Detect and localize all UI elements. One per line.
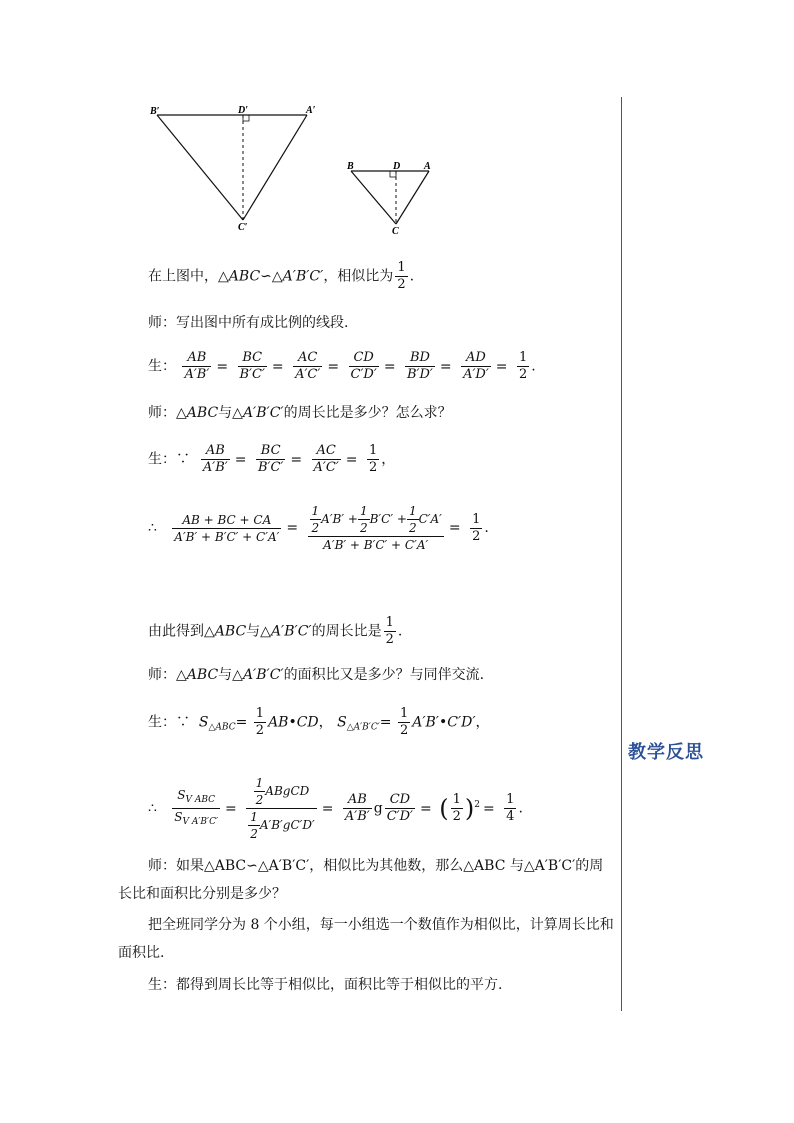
perimeter-ratio-derivation: ∴ $\frac{AB + BC + CA}{A'B' + B'C' + C'A'}$ = $\frac{1}{2}$ A′B′ + $\frac{1}{2}$ B′C′ + $\frac{1}{2}$ C′A′ A′B′ + B′C′ + C′A′ = $\frac{1}{2}$ . (148, 504, 489, 552)
label-B1: B′ (150, 106, 160, 117)
perimeter-ratio-conclusion: 由此得到△ABC与△A′B′C′的周长比是 $\frac{1}{2}$ . (148, 615, 403, 647)
label-C: C (392, 226, 399, 237)
label-B: B (347, 161, 354, 172)
label-D1: D′ (238, 105, 249, 116)
similarity-statement: 在上图中，△ABC∽△A′B′C′，相似比为 $\frac{1}{2}$ . (148, 260, 415, 292)
student-conclusion: 生：都得到周长比等于相似比，面积比等于相似比的平方. (148, 977, 503, 993)
label-C1: C′ (238, 222, 248, 233)
label-A1: A′ (306, 105, 316, 116)
teacher-question-3: 师：△ABC与△A′B′C′的面积比又是多少？与同伴交流. (148, 667, 485, 683)
table-border-line (621, 97, 622, 1011)
label-A: A (424, 161, 431, 172)
proportional-segments: 生： $\frac{AB}{A'B'}$ = $\frac{BC}{B'C'}$ = $\frac{AC}{A'C'}$ = $\frac{CD}{C'D'}$ = $\frac{BD}{B'D'}$ = $\frac{AD}{A'D'}$ = $\frac{1}{2}$ . (148, 350, 536, 382)
big-triangle (149, 105, 316, 233)
similar-triangles-figure (140, 98, 450, 243)
teacher-question-4: 师：如果△ABC∽△A′B′C′，相似比为其他数，那么△ABC 与△A′B′C′的周长比和面积比分别是多少？ (118, 858, 604, 902)
teacher-question-2: 师：△ABC与△A′B′C′的周长比是多少？怎么求？ (148, 405, 452, 421)
small-triangle (346, 161, 431, 237)
label-D: D (393, 161, 401, 172)
teaching-reflection-label: 教学反思 (628, 742, 704, 763)
group-activity: 把全班同学分为 8 个小组，每一小组选一个数值作为相似比，计算周长比和面积比. (118, 917, 614, 961)
area-formulas: 生：∵ $S_{\triangle ABC}=$ $\frac{1}{2}$ AB•CD， $S_{\triangle A'B'C'}=$ $\frac{1}{2}$ A′B′•C′D′， (148, 706, 490, 738)
student-because-line: 生：∵ $\frac{AB}{A'B'}$ = $\frac{BC}{B'C'}$ = $\frac{AC}{A'C'}$ = $\frac{1}{2}$ ， (148, 443, 396, 475)
teacher-question-1: 师：写出图中所有成比例的线段. (148, 315, 349, 331)
area-ratio-derivation: ∴ $\frac{S_{V ABC}}{S_{V A'B'C'}}$ = $\frac{1}{2}$ ABgCD $\frac{1}{2}$ A′B′gC′D′ = $\frac{AB}{A'B'}$ g $\frac{CD}{C'D'}$ = ( $\frac{1}{2}$ )$^2$ = $\frac{1}{4}$ . (148, 776, 523, 841)
